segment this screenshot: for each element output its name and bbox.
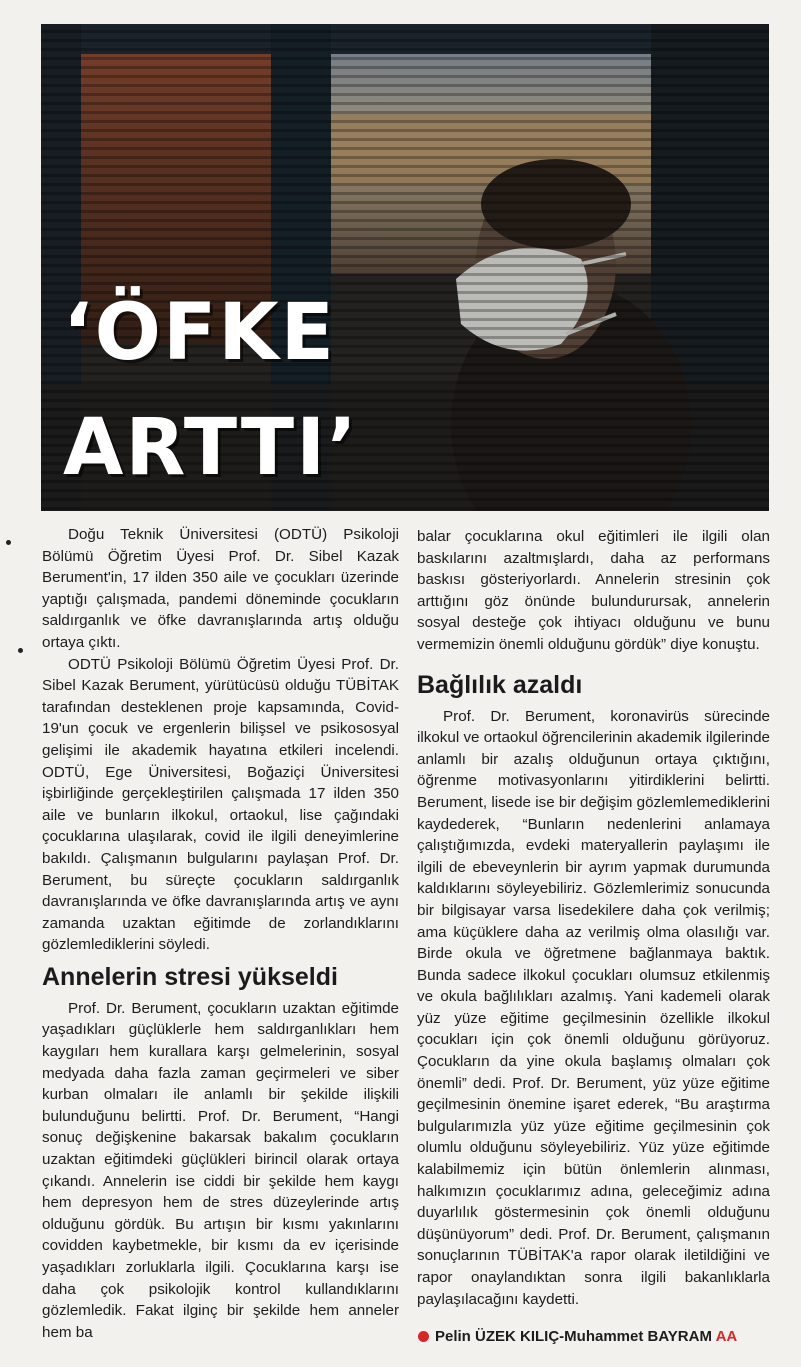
red-dot-icon xyxy=(418,1331,429,1342)
headline-line-1: ‘ÖFKE xyxy=(63,288,336,378)
byline xyxy=(418,1328,778,1345)
subheading-attachment: Bağlılık azaldı xyxy=(417,670,583,699)
article-column-right xyxy=(417,526,770,1310)
article-column-left xyxy=(42,524,399,1343)
agency-label: AA xyxy=(715,1328,738,1345)
article-photo xyxy=(41,24,769,511)
body-paragraph: ODTÜ Psikoloji Bölümü Öğretim Üyesi Prof. Dr. Sibel Kazak Berument, yürütücüsü olduğu TÜBİTAK tarafından desteklenen proje kapsamında, Covid-19'un çocuk ve ergenlerin bilişsel ve psikososyal gelişimi ile akademik hayatına etkileri incelendi. ODTÜ, Ege Üniversitesi, Boğaziçi Üniversitesi işbirliğinde gerçekleştirilen çalışmada 17 ilden 350 aile ve bunların ilkokul, ortaokul, lise çağındaki çocuklarına ulaşılarak, covid ile ilgili deneyimlerine bakıldı. Çalışmanın bulgularını paylaşan Prof. Dr. Berument, bu süreçte çocukların saldırganlık davranışlarında ve öfke davranışlarında artış ve aynı zamanda uzaktan eğitimde de zorlandıklarını gözlemlediklerini söyledi. xyxy=(42,655,399,954)
lead-paragraph: Doğu Teknik Üniversitesi (ODTÜ) Psikoloji Bölümü Öğretim Üyesi Prof. Dr. Sibel Kazak Berument'in, 17 ilden 350 aile ve çocukları üzerinde yaptığı çalışmada, pandemi döneminde çocukların saldırganlık ve öfke davranışlarında artış olduğu ortaya çıktı. xyxy=(42,526,399,651)
print-mark xyxy=(6,540,11,545)
body-paragraph: Prof. Dr. Berument, çocukların uzaktan eğitimde yaşadıkları güçlüklerle hem saldırganlıkları hem kaygıları hem kurallara karşı gelmelerinin, sosyal medyada daha fazla zaman geçirmeleri ve siber kurban olmaları ile anlamlı bir şekilde ilişkili bulunduğunu belirtti. Prof. Dr. Berument, “Hangi sonuç değişkenine bakarsak bakalım çocukların uzaktan eğitimdeki güçlükleri birincil olarak ortaya çıkandı. Annelerin ise ciddi bir şekilde hem kaygı hem depresyon hem de stres düzeylerinde artış olduğunu gördük. Bu artışın bir kısmı yakınlarını covidden kaybetmekle, bir kısmı da ev içerisinde yaşadıkları zorluklarla ilgili. Çocuklarına karşı ise daha çok psikolojik kontrol kullandıklarını gözlemledik. Fakat ilginç bir şekilde hem anneler hem ba xyxy=(42,999,399,1341)
byline-authors: Pelin ÜZEK KILIÇ-Muhammet BAYRAM xyxy=(435,1328,712,1345)
print-mark xyxy=(18,648,23,653)
body-paragraph: Prof. Dr. Berument, koronavirüs sürecinde ilkokul ve ortaokul öğrencilerinin akademik ilgilerinde anlamlı bir azalış olduğunun ortaya çıktığını, öğrenme motivasyonlarını yitirdiklerini belirtti. Berument, lisede ise bir değişim gözlemlemediklerini kaydederek, “Bunların nedenlerini anlamaya çalıştığımızda, evdeki materyallerin paylaşımı ile ilgili de ebeveynlerin bir ayrım yapmak durumunda kaldıklarını söyleyebiliriz. Gözlemlerimiz sonucunda bir bilgisayar varsa lisedekilere daha çok verilmiş; ama küçüklere daha az verilmiş olma olasılığı var. Birde okula ve öğretmene bağlanmaya baktık. Bunda sadece ilkokul çocukları olumsuz etkilenmiş ve okula bağlılıkları azalmış. Yani kademeli olarak yüz yüze eğitime geçilmesinin özellikle ilkokul çocukları için çok önemli olduğunu görüyoruz. Çocukların da yine okula başlamış olmaları çok önemli” dedi. Prof. Dr. Berument, yüz yüze eğitime geçilmesinin önemine işaret ederek, “Bu araştırma bulgularımızla yüz yüze eğitime geçilmesinin çok olumlu olduğunu söyleyebiliriz. Yüz yüze eğitimde kalabilmemiz için bütün önlemlerin alınması, halkımızın çocuklarımız adına, geleceğimiz adına duyarlılık göstermesinin çok önemli olduğunu düşünüyorum” dedi. Prof. Dr. Berument, çalışmanın sonuçlarının TÜBİTAK'a rapor olarak iletildiğini ve rapor onaylandıktan sonra ilgili bakanlıklarla paylaşılacağını kaydetti. xyxy=(417,707,770,1308)
headline-line-2: ARTTI’ xyxy=(63,403,359,493)
body-paragraph-continued: balar çocuklarına okul eğitimleri ile ilgili olan baskılarını azaltmışlardı, daha az performans baskısı gösteriyorlardı. Annelerin stresinin çok arttığını göz önünde bulundurursak, annelerin sosyal desteğe çok ihtiyacı olduğunu ve bunu vermemizin önemli olduğunu gördük” diye konuştu. xyxy=(417,528,770,653)
subheading-stress: Annelerin stresi yükseldi xyxy=(42,962,338,991)
